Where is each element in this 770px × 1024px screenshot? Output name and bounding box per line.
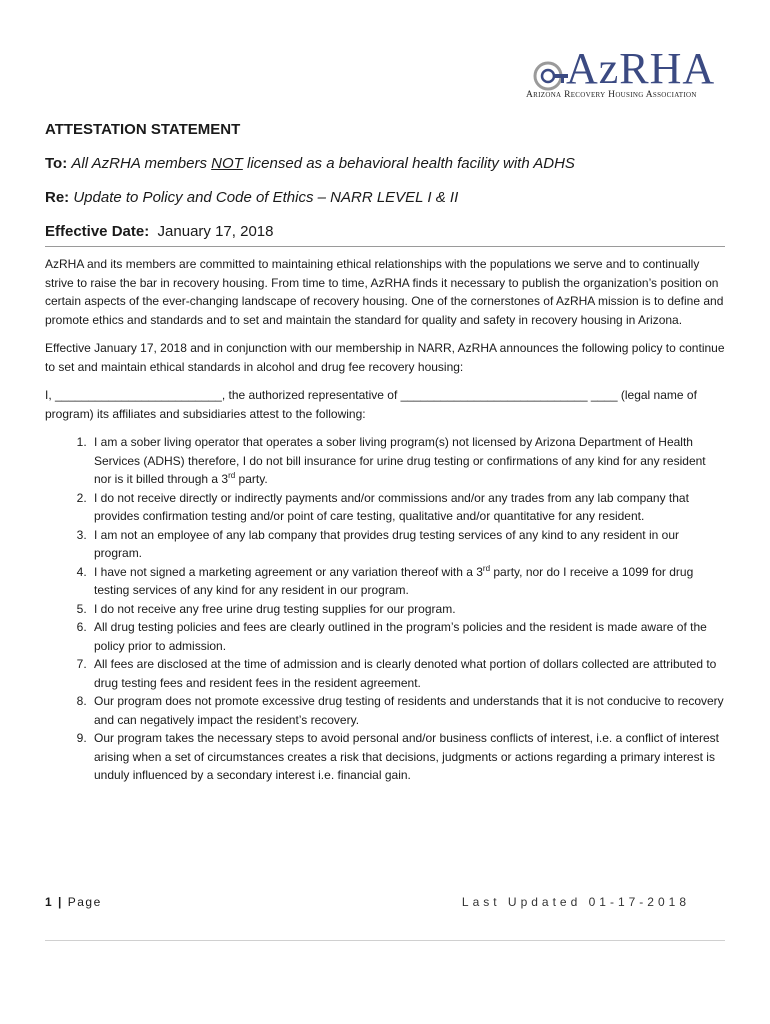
re-text: Update to Policy and Code of Ethics – NARR LEVEL I & II bbox=[73, 189, 459, 206]
to-line bbox=[45, 154, 725, 174]
list-item: 6. All drug testing policies and fees are clearly outlined in the program’s policies and the resident is made aware of the policy prior to admission. bbox=[90, 618, 725, 655]
azrha-logo bbox=[524, 44, 734, 104]
effective-label: Effective Date: bbox=[45, 223, 150, 240]
list-item: 7. All fees are disclosed at the time of admission and is clearly denoted what portion of dollars collected are attributed to drug testing fees and resident fees in the resident agreement. bbox=[90, 655, 725, 692]
list-item: 9. Our program takes the necessary steps to avoid personal and/or business conflicts of interest, i.e. a conflict of interest arising when a set of circumstances creates a risk that decisions, judgments or actions regarding a primary interest is unduly influenced by a secondary interest i.e. financial gain. bbox=[90, 729, 725, 785]
page-number: 1 | Page bbox=[45, 895, 102, 909]
list-item: 8. Our program does not promote excessive drug testing of residents and understands that it is not conducive to recovery and can negatively impact the resident’s recovery. bbox=[90, 692, 725, 729]
to-label: To: bbox=[45, 155, 68, 172]
attest-paragraph: I, _________________________, the authorized representative of ____________________________ ____ (legal name of program) its affiliates and subsidiaries attest to the following: bbox=[45, 388, 697, 421]
document-body bbox=[45, 120, 725, 785]
policy-paragraph: Effective January 17, 2018 and in conjunction with our membership in NARR, AzRHA announces the following policy to continue to set and maintain ethical standards in alcohol and drug fee recovery housing: bbox=[45, 341, 725, 374]
logo-tagline: Arizona Recovery Housing Association bbox=[526, 90, 697, 100]
list-item: 5. I do not receive any free urine drug testing supplies for our program. bbox=[90, 600, 725, 619]
intro-paragraph: AzRHA and its members are committed to maintaining ethical relationships with the populations we serve and to continually strive to raise the bar in recovery housing. From time to time, AzRHA finds it necessary to publish the organization’s position on certain aspects of the ever-changing landscape of recovery housing. One of the cornerstones of AzRHA mission is to define and promote ethics and standards and to set and maintain the standard for quality and safety in recovery housing in Arizona. bbox=[45, 257, 724, 327]
key-emblem-icon bbox=[530, 54, 570, 94]
list-item: 1. I am a sober living operator that operates a sober living program(s) not licensed by Arizona Department of Health Services (ADHS) therefore, I do not bill insurance for urine drug testing or confirmations of any kind for any resident nor is it billed through a 3rd party. bbox=[90, 433, 725, 489]
re-line bbox=[45, 188, 725, 208]
list-item: 3. I am not an employee of any lab company that provides drug testing services of any kind to any resident in our program. bbox=[90, 526, 725, 563]
attestation-list bbox=[45, 433, 725, 785]
effective-date-line bbox=[45, 222, 725, 247]
footer-divider bbox=[45, 940, 725, 941]
last-updated: Last Updated 01-17-2018 bbox=[461, 895, 690, 909]
effective-value: January 17, 2018 bbox=[157, 223, 274, 240]
to-underlined: NOT bbox=[211, 155, 243, 172]
list-item: 2. I do not receive directly or indirectly payments and/or commissions and/or any trades from any lab company that provides confirmation testing and/or point of care testing, qualitative and/or quantitative for any resident. bbox=[90, 489, 725, 526]
re-label: Re: bbox=[45, 189, 70, 206]
to-post: licensed as a behavioral health facility with ADHS bbox=[247, 155, 575, 172]
to-pre: All AzRHA members bbox=[71, 155, 207, 172]
logo-wordmark: AzRHA bbox=[566, 44, 716, 93]
list-item: 4. I have not signed a marketing agreement or any variation thereof with a 3rd party, nor do I receive a 1099 for drug testing services of any kind for any resident in our program. bbox=[90, 563, 725, 600]
document-title: ATTESTATION STATEMENT bbox=[45, 121, 241, 138]
